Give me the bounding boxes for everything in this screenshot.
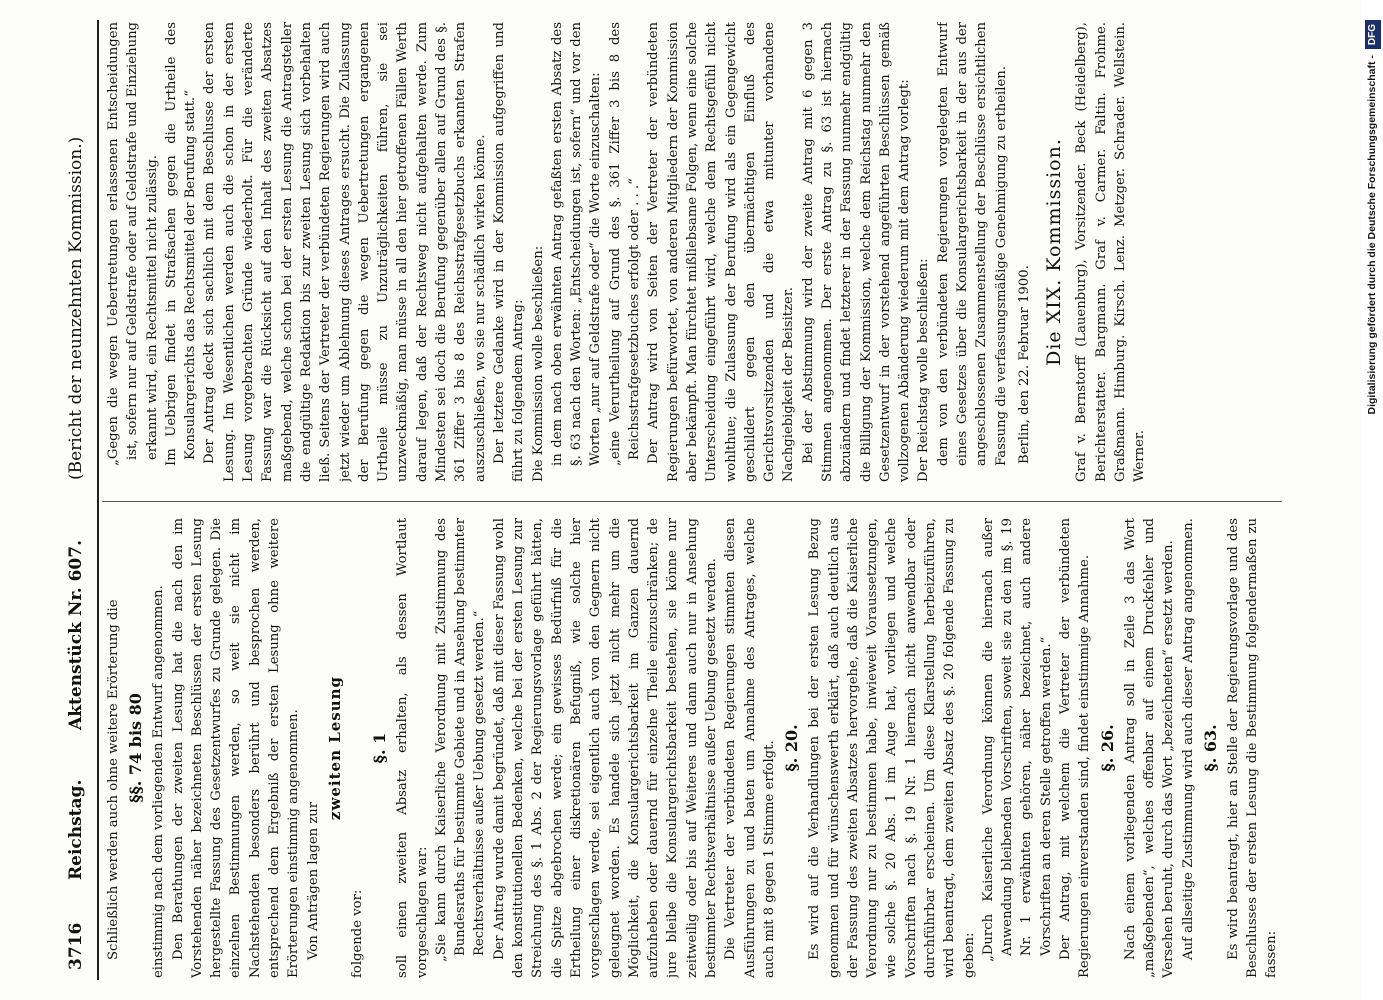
header-rule — [97, 20, 99, 980]
paragraph: Es wird beantragt, hier an Stelle der Regierungsvorlage und des Beschlusses der ersten Lesung die Bestimmung folgendermaßen zu fassen: — [1225, 518, 1280, 978]
signatories: Graf v. Bernstorff (Lauenburg), Vorsitzender. Beck (Heidelberg), Berichterstatter. Bargmann. Graf v. Carmer. Faltin. Frohme. Graßmann. Himburg. Kirsch. Lenz. Metzger. Schrader. Wellstein. Werner. — [1074, 22, 1148, 482]
header-right-title: (Bericht der neunzehnten Kommission.) — [66, 136, 86, 480]
quotation: „Sie kann durch Kaiserliche Verordnung mit Zustimmung des Bundesraths für bestimmte Gebiete und in Ansehung bestimmter Rechtsverhältnisse außer Uebung gesetzt werden.“ — [433, 518, 488, 962]
paragraph: Der Antrag wurde damit begründet, daß mit dieser Fassung wohl den konstitutionellen Bedenken, welche bei der ersten Lesung zur Streichung des §. 1 Abs. 2 der Regierungsvorlage geführt hätten, die Spitze abgebrochen werde; ein gewisses Bedürfniß für die Ertheilung einer diskretionären Befugniß, wie solche hier vorgeschlagen werde, sei eigentlich auch von den Gegnern nicht geleugnet worden. Es handele sich jetzt nicht mehr um die Möglichkeit, die Konsulargerichtsbarkeit im Ganzen dauernd aufzuheben oder dauernd für einzelne Theile einzuschränken; de jure bleibe die Konsulargerichtsbarkeit bestehen, sie könne nur zeitweilig oder bis auf Weiteres und dann auch nur in Ansehung bestimmter Rechtsverhältnisse außer Uebung gesetzt werden. — [491, 518, 720, 978]
paragraph: Schließlich werden auch ohne weitere Erörterung die — [106, 599, 121, 960]
paragraph: Auf allseitige Zustimmung wird auch dieser Antrag angenommen. — [1180, 518, 1196, 960]
quotation: „Durch Kaiserliche Verordnung können die hiernach außer Anwendung bleibenden Vorschriften, soweit sie zu den im §. 19 Nr. 1 erwähnten gehören, näher bezeichnet, auch andere Vorschriften an deren Stelle getroffen werden.“ — [980, 518, 1054, 962]
header-document-number: Aktenstück Nr. 607. — [66, 539, 86, 730]
paragraph: in dem nach oben erwähnten Antrag gefaßten ersten Absatz des §. 63 nach den Worten: „Entscheidungen ist, sofern“ und vor den Worten „nur auf Geldstrafe oder“ die Worte einzuschalten: — [549, 22, 604, 466]
paragraph: Es wird auf die Verhandlungen bei der ersten Lesung Bezug genommen und für wünschenswerth erklärt, daß auch deutlich aus der Fassung des zweiten Absatzes hervorgehe, daß die Kaiserliche Verordnung nur zu bestimmen habe, inwieweit Voraussetzungen, wie solche §. 20 Abs. 1 im Auge hat, vorliegen und welche Vorschriften nach §. 19 Nr. 1 hiernach nicht anwendbar oder durchführbar erscheinen. Um diese Klarstellung herbeizuführen, wird beantragt, dem zweiten Absatz des §. 20 folgende Fassung zu geben: — [807, 518, 977, 978]
header-left-title: Reichstag. — [66, 779, 86, 880]
paragraph: soll einen zweiten Absatz erhalten, als dessen Wortlaut vorgeschlagen war: — [395, 518, 430, 978]
paragraph: Der letztere Gedanke wird in der Kommission aufgegriffen und führt zu folgendem Antrag: — [491, 22, 527, 482]
section-heading: §§. 74 bis 80 — [126, 693, 146, 803]
paragraph: Nach einem vorliegenden Antrag soll in Zeile 3 das Wort „maßgebenden“, welches offenbar auf einem Druckfehler und Versehen beruht, durch das Wort „bezeichneten“ ersetzt werden. — [1122, 518, 1177, 978]
paragraph: Der Antrag, mit welchem die Vertreter der verbündeten Regierungen einverstanden sind, findet einstimmige Annahme. — [1058, 518, 1093, 978]
paragraph: Der Antrag wird von Seiten der Vertreter der verbündeten Regierungen befürwortet, von anderen Mitgliedern der Kommission aber bekämpft. Man fürchtet mißliebsame Folgen, wenn eine solche Unterscheidung eingeführt wird, welche dem Rechtsgefühl nicht wohlthue; die Zulassung der Berufung wird als ein Gegengewicht geschildert gegen den übermächtigen Einfluß des Gerichtsvorsitzenden und die etwa mitunter vorhandene Nachgiebigkeit der Beisitzer. — [646, 22, 797, 482]
left-column — [104, 518, 1284, 978]
place-date: Berlin, den 22. Februar 1900. — [1016, 265, 1032, 464]
right-column — [104, 22, 1284, 482]
signature-title: Die XIX. Kommission. — [1043, 138, 1066, 366]
section-heading: §. 1 — [370, 732, 390, 764]
section-heading: zweiten Lesung — [325, 675, 344, 821]
paragraph: Bei der Abstimmung wird der zweite Antrag mit 6 gegen 3 Stimmen angenommen. Der erste Antrag zu §. 63 ist hiernach abzuändern und findet letzterer in der Fassung nunmehr endgültig die Billigung der Kommission, welche dem Reichstag nunmehr den Gesetzentwurf in der vorstehend angeführten Beschlüssen gemäß vollzogenen Abänderung wiederum mit dem Antrag vorlegt: — [800, 22, 913, 482]
paragraph: Der Antrag deckt sich sachlich mit dem Beschlusse der ersten Lesung. Im Wesentlichen werden auch die schon in der ersten Lesung vorgebrachten Gründe wiederholt. Für die veränderte Fassung war die Rücksicht auf den Inhalt des zweiten Absatzes maßgebend, welche schon bei der ersten Lesung die Antragsteller die endgültige Redaktion bis zur zweiten Lesung sich vorbehalten ließ. Seitens der Vertreter der verbündeten Regierungen wird auch jetzt wieder um Ablehnung dieses Antrages ersucht. Die Zulassung der Berufung gegen die wegen Uebertretungen ergangenen Urtheile müsse zu Unzuträglichkeiten führen, sie sei unzweckmäßig, man müsse in all den hier getroffenen Fällen Werth darauf legen, daß der Rechtsweg nicht aufgehalten werde. Zum Mindesten sei doch die Berufung gegenüber allen auf Grund des §. 361 Ziffer 3 bis 8 des Reichsstrafgesetzbuchs erkannten Strafen auszuschließen, wo sie nur schädlich wirken könne. — [202, 22, 488, 482]
section-heading: §. 26. — [1097, 724, 1117, 772]
paragraph: Die Vertreter der verbündeten Regierungen stimmten diesen Ausführungen zu und baten um Annahme des Antrages, welche auch mit 8 gegen 1 Stimme erfolgt. — [723, 518, 777, 978]
paragraph: einstimmig nach dem vorliegenden Entwurf angenommen. — [151, 585, 167, 978]
section-heading: §. 20. — [782, 724, 802, 772]
column-separator — [102, 501, 1282, 502]
page-header — [62, 20, 96, 980]
quotation: Im Uebrigen findet in Strafsachen gegen die Urtheile des Konsulargerichts das Rechtsmittel der Berufung statt.“ — [163, 22, 199, 466]
paragraph: Den Berathungen der zweiten Lesung hat die nach den im Vorstehenden näher bezeichneten Beschlüssen der ersten Lesung hergestellte Fassung des Gesetzentwurfes zu Grunde gelegen. Die einzelnen Bestimmungen werden, so weit sie nicht im Nachstehenden besonders berührt und besprochen werden, entsprechend dem Ergebniß der ersten Lesung ohne weitere Erörterungen einstimmig angenommen. — [170, 518, 302, 978]
paragraph: dem von den verbündeten Regierungen vorgelegten Entwurf eines Gesetzes über die Konsulargerichtsbarkeit in der aus der angeschlossenen Zusammenstellung der Beschlüsse ersichtlichen Fassung die verfassungsmäßige Genehmigung zu ertheilen. — [935, 22, 1009, 466]
digitization-credit — [1361, 0, 1383, 1000]
credit-line — [1361, 20, 1383, 1000]
section-heading: §. 63. — [1200, 724, 1220, 772]
paragraph: Der Reichstag wolle beschließen: — [916, 258, 932, 482]
quotation: „eine Verurtheilung auf Grund des §. 361 Ziffer 3 bis 8 des Reichsstrafgesetzbuches erfolgt oder . . .“ — [607, 22, 643, 466]
paragraph: Von Anträgen lagen zur — [305, 801, 321, 960]
quotation: „Gegen die wegen Uebertretungen erlassenen Entscheidungen ist, sofern nur auf Geldstrafe oder auf Geldstrafe und Einziehung erkannt wird, ein Rechtsmittel nicht zulässig. — [106, 22, 160, 466]
dfg-logo: DFG — [1365, 20, 1381, 49]
paragraph: Die Kommission wolle beschließen: — [530, 245, 546, 482]
credit-text: Digitalisierung gefördert durch die Deutsche Forschungsgemeinschaft - — [1366, 55, 1378, 415]
page-number: 3716 — [66, 922, 86, 970]
paragraph: folgende vor: — [349, 889, 365, 978]
